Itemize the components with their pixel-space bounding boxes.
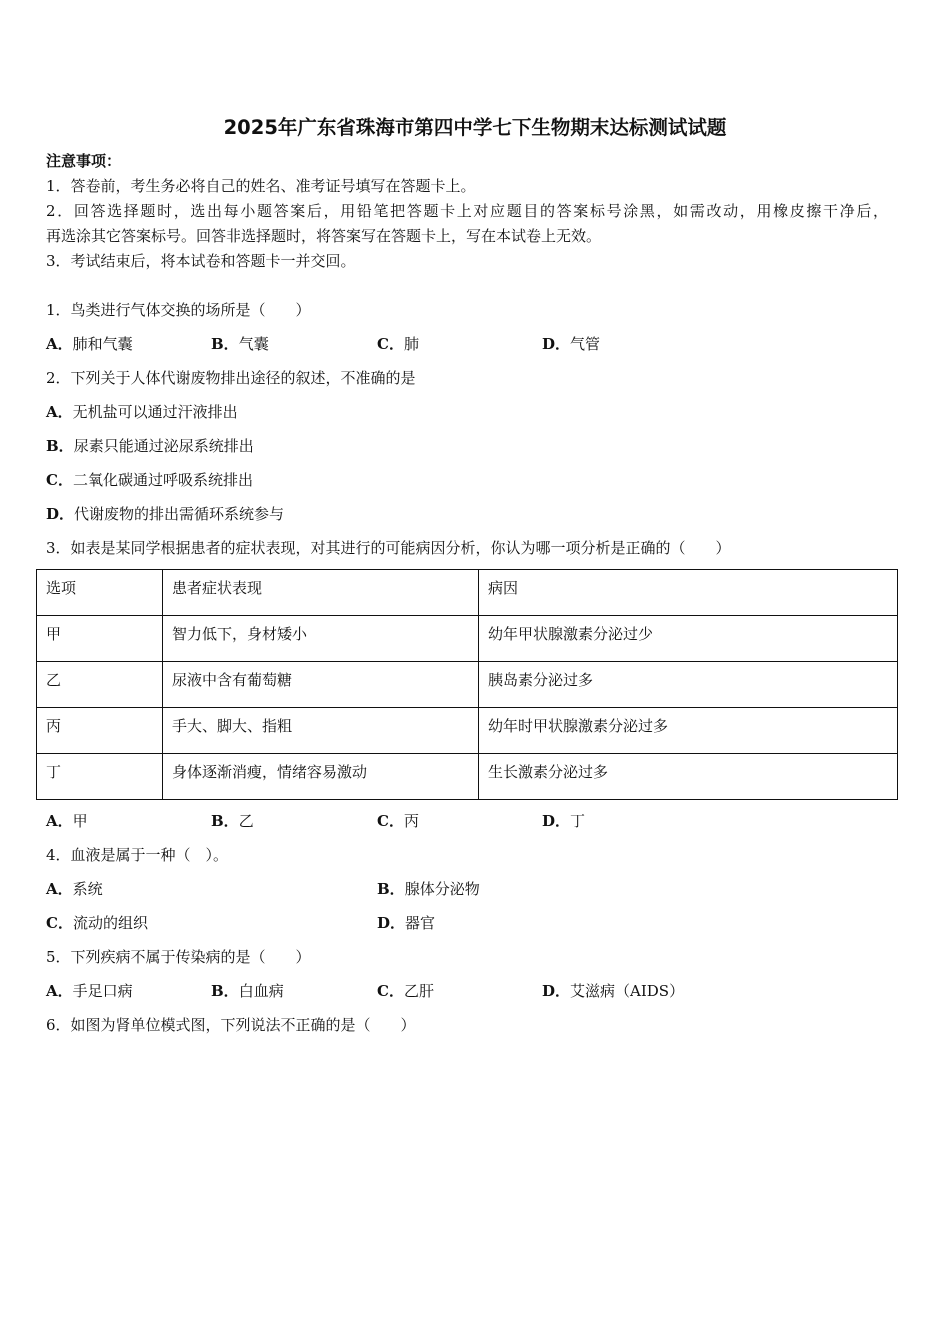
table-cell: 身体逐渐消瘦，情绪容易激动 — [163, 754, 479, 800]
option-letter: A． — [46, 403, 73, 421]
question-4-option-a[interactable] — [46, 879, 103, 899]
option-text: 尿素只能通过泌尿系统排出 — [73, 437, 254, 455]
option-text: 手足口病 — [72, 982, 133, 1000]
note-item-1: 1．答卷前，考生务必将自己的姓名、准考证号填写在答题卡上。 — [46, 177, 476, 195]
table-cell: 丁 — [37, 754, 163, 800]
option-text: 白血病 — [238, 982, 284, 1000]
question-5-stem: 5．下列疾病不属于传染病的是（ ） — [46, 948, 311, 966]
question-1-option-a[interactable] — [46, 334, 133, 354]
table-cell: 幼年时甲状腺激素分泌过多 — [479, 708, 898, 754]
question-5-option-d[interactable] — [542, 981, 684, 1001]
option-letter: C． — [377, 812, 404, 830]
table-header-cell: 选项 — [37, 570, 163, 616]
option-text: 流动的组织 — [72, 914, 148, 932]
option-letter: D． — [542, 982, 571, 1000]
table-cell: 甲 — [37, 616, 163, 662]
question-2-option-c[interactable] — [46, 470, 253, 490]
option-letter: D． — [542, 812, 571, 830]
table-cell: 丙 — [37, 708, 163, 754]
option-text: 肺 — [403, 335, 419, 353]
question-1-option-c[interactable] — [377, 334, 419, 354]
table-row — [37, 708, 898, 754]
question-3-option-d[interactable] — [542, 811, 585, 831]
option-letter: B． — [377, 880, 405, 898]
option-letter: B． — [211, 812, 239, 830]
table-header-cell: 病因 — [479, 570, 898, 616]
question-4-option-c[interactable] — [46, 913, 148, 933]
option-text: 气囊 — [238, 335, 269, 353]
option-text: 甲 — [72, 812, 88, 830]
option-letter: A． — [46, 880, 73, 898]
table-header-row — [37, 570, 898, 616]
option-letter: B． — [46, 437, 74, 455]
question-4-option-d[interactable] — [377, 913, 435, 933]
option-letter: D． — [377, 914, 406, 932]
question-3-option-c[interactable] — [377, 811, 419, 831]
table-cell: 胰岛素分泌过多 — [479, 662, 898, 708]
question-5-option-c[interactable] — [377, 981, 434, 1001]
question-3-option-b[interactable] — [211, 811, 254, 831]
table-cell: 生长激素分泌过多 — [479, 754, 898, 800]
option-text: 无机盐可以通过汗液排出 — [72, 403, 238, 421]
note-item-2-line-1: 2．回答选择题时，选出每小题答案后，用铅笔把答题卡上对应题目的答案标号涂黑，如需改动，用橡皮擦干净后， — [46, 202, 888, 220]
question-4-stem: 4．血液是属于一种（ ）。 — [46, 846, 229, 864]
option-text: 腺体分泌物 — [404, 880, 480, 898]
option-text: 气管 — [570, 335, 601, 353]
table-row — [37, 616, 898, 662]
option-letter: B． — [211, 335, 239, 353]
option-letter: C． — [46, 471, 73, 489]
table-row — [37, 754, 898, 800]
option-text: 丙 — [403, 812, 419, 830]
question-2-option-d[interactable] — [46, 504, 284, 524]
question-6-stem: 6．如图为肾单位模式图，下列说法不正确的是（ ） — [46, 1016, 416, 1034]
question-1-stem: 1．鸟类进行气体交换的场所是（ ） — [46, 301, 311, 319]
option-letter: C． — [377, 335, 404, 353]
note-item-2-line-2: 再选涂其它答案标号。回答非选择题时，将答案写在答题卡上，写在本试卷上无效。 — [46, 227, 602, 245]
option-text: 丁 — [570, 812, 586, 830]
option-letter: A． — [46, 812, 73, 830]
table-header-cell: 患者症状表现 — [163, 570, 479, 616]
table-cell: 尿液中含有葡萄糖 — [163, 662, 479, 708]
question-5-option-a[interactable] — [46, 981, 133, 1001]
option-text: 乙 — [238, 812, 254, 830]
question-1-option-b[interactable] — [211, 334, 269, 354]
table-cell: 手大、脚大、指粗 — [163, 708, 479, 754]
option-letter: C． — [46, 914, 73, 932]
option-text: 代谢废物的排出需循环系统参与 — [74, 505, 285, 523]
option-letter: A． — [46, 982, 73, 1000]
table-cell: 幼年甲状腺激素分泌过少 — [479, 616, 898, 662]
symptom-table — [36, 569, 898, 800]
page-title: 2025年广东省珠海市第四中学七下生物期末达标测试试题 — [223, 116, 727, 139]
option-text: 系统 — [72, 880, 103, 898]
option-letter: C． — [377, 982, 404, 1000]
note-item-3: 3．考试结束后，将本试卷和答题卡一并交回。 — [46, 252, 356, 270]
question-2-stem: 2．下列关于人体代谢废物排出途径的叙述，不准确的是 — [46, 369, 416, 387]
table-row — [37, 662, 898, 708]
option-text: 乙肝 — [403, 982, 434, 1000]
option-letter: A． — [46, 335, 73, 353]
table-cell: 智力低下，身材矮小 — [163, 616, 479, 662]
question-1-option-d[interactable] — [542, 334, 600, 354]
option-text: 器官 — [405, 914, 436, 932]
question-4-option-b[interactable] — [377, 879, 480, 899]
option-letter: D． — [46, 505, 75, 523]
option-letter: D． — [542, 335, 571, 353]
option-text: 艾滋病（AIDS） — [570, 982, 685, 1000]
question-5-option-b[interactable] — [211, 981, 284, 1001]
table-cell: 乙 — [37, 662, 163, 708]
question-2-option-b[interactable] — [46, 436, 254, 456]
option-text: 二氧化碳通过呼吸系统排出 — [72, 471, 253, 489]
notes-heading: 注意事项： — [46, 152, 122, 170]
question-3-option-a[interactable] — [46, 811, 88, 831]
option-letter: B． — [211, 982, 239, 1000]
question-2-option-a[interactable] — [46, 402, 238, 422]
question-3-stem: 3．如表是某同学根据患者的症状表现，对其进行的可能病因分析，你认为哪一项分析是正确的（ ） — [46, 539, 731, 557]
option-text: 肺和气囊 — [72, 335, 133, 353]
